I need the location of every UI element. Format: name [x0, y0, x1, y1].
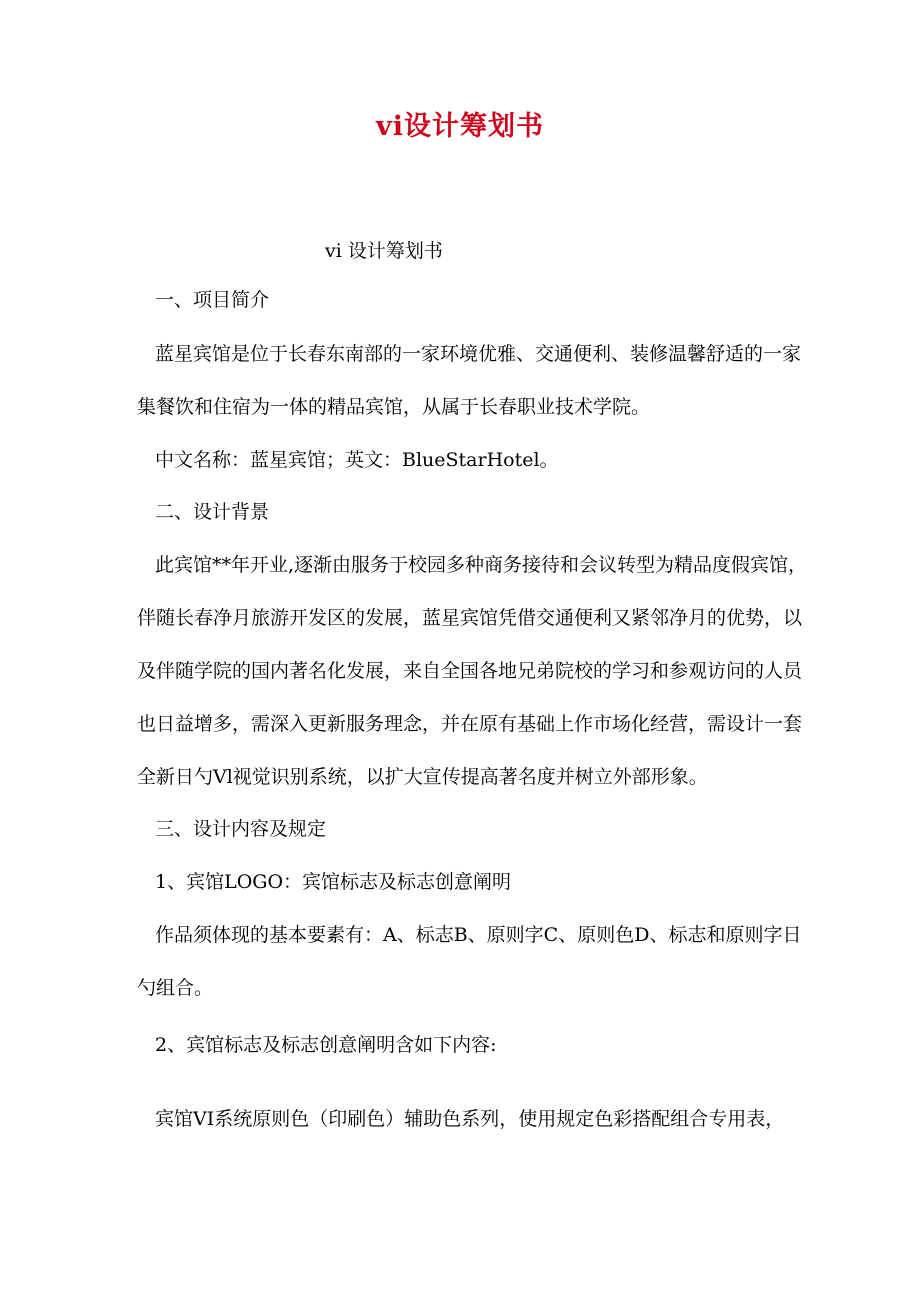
section-heading-2: 二、设计背景	[155, 501, 270, 523]
list-item: 2、宾馆标志及标志创意阐明含如下内容:	[155, 1034, 497, 1056]
document-title: vi设计筹划书	[376, 111, 544, 142]
section-heading-3: 三、设计内容及规定	[155, 818, 327, 840]
list-item: 1、宾馆LOGO：宾馆标志及标志创意阐明	[155, 871, 512, 893]
section-heading-1: 一、项目简介	[155, 289, 270, 311]
paragraph-line: 集餐饮和住宿为一体的精品宾馆，从属于长春职业技术学院。	[137, 396, 651, 418]
paragraph-line: 蓝星宾馆是位于长春东南部的一家环境优雅、交通便利、装修温馨舒适的一家	[155, 343, 802, 365]
paragraph-line: 勺组合。	[137, 977, 214, 999]
paragraph-line: 宾馆VI系统原则色（印刷色）辅助色系列，使用规定色彩搭配组合专用表，	[155, 1108, 785, 1130]
paragraph-line: 伴随长春净月旅游开发区的发展，蓝星宾馆凭借交通便利又紧邻净月的优势，以	[137, 607, 803, 629]
paragraph-line: 中文名称：蓝星宾馆；英文：BlueStarHotel。	[155, 449, 559, 471]
paragraph-line: 也日益增多，需深入更新服务理念，并在原有基础上作市场化经营，需设计一套	[137, 713, 803, 735]
document-subtitle: vi 设计筹划书	[325, 240, 443, 262]
paragraph-line: 此宾馆**年开业,逐渐由服务于校园多种商务接待和会议转型为精品度假宾馆，	[155, 554, 808, 576]
paragraph-line: 及伴随学院的国内著名化发展，来自全国各地兄弟院校的学习和参观访问的人员	[137, 660, 803, 682]
paragraph-line: 全新日勺Vl视觉识别系统，以扩大宣传提高著名度并树立外部形象。	[137, 766, 708, 788]
paragraph-line: 作品须体现的基本要素有：A、标志B、原则字C、原则色D、标志和原则字日	[155, 924, 802, 946]
